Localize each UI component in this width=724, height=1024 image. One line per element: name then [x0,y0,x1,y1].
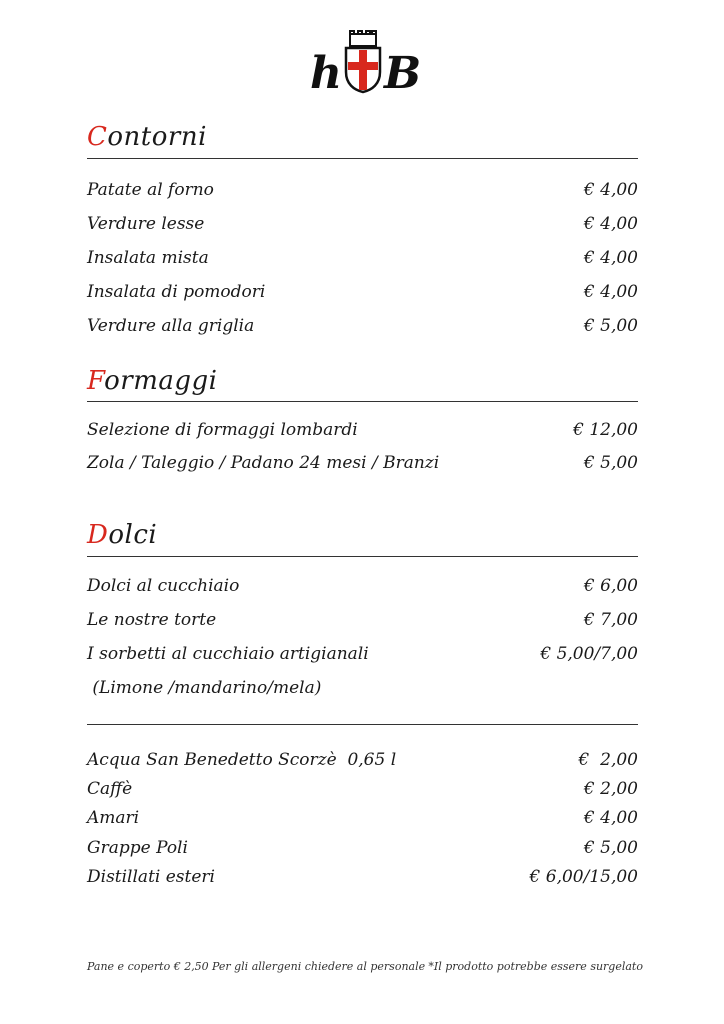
menu-item: Verdure lesse € 4,00 [87,214,638,234]
section-title-contorni: Contorni [87,122,207,152]
drink-item: Caffè € 2,00 [87,779,638,799]
menu-item: Selezione di formaggi lombardi € 12,00 [87,420,638,440]
allergen-note: Per gli allergeni chiedere al personale [211,960,426,973]
divider [87,724,638,725]
drink-item: Grappe Poli € 5,00 [87,838,638,858]
svg-text:B: B [384,48,420,96]
drink-item: Acqua San Benedetto Scorzè 0,65 l € 2,00 [87,750,638,770]
divider [87,158,638,159]
section-title-formaggi: Formaggi [87,366,218,396]
menu-item: Insalata di pomodori € 4,00 [87,282,638,302]
divider [87,556,638,557]
drink-item: Distillati esteri € 6,00/15,00 [87,867,638,887]
frozen-note: *Il prodotto potrebbe essere surgelato [428,960,643,973]
menu-item: I sorbetti al cucchiaio artigianali € 5,00/7,00 [87,644,638,664]
restaurant-logo [308,30,420,96]
menu-item: Patate al forno € 4,00 [87,180,638,200]
svg-text:h: h [310,48,342,96]
menu-item: Zola / Taleggio / Padano 24 mesi / Branzi € 5,00 [87,453,638,473]
cover-charge: Pane e coperto € 2,50 [87,960,209,973]
menu-item-note: (Limone /mandarino/mela) [87,678,322,698]
divider [87,401,638,402]
menu-item: Verdure alla griglia € 5,00 [87,316,638,336]
menu-item: Insalata mista € 4,00 [87,248,638,268]
drink-item: Amari € 4,00 [87,808,638,828]
section-title-dolci: Dolci [87,520,158,550]
footer-notes [87,960,643,973]
menu-item: Le nostre torte € 7,00 [87,610,638,630]
menu-item: Dolci al cucchiaio € 6,00 [87,576,638,596]
